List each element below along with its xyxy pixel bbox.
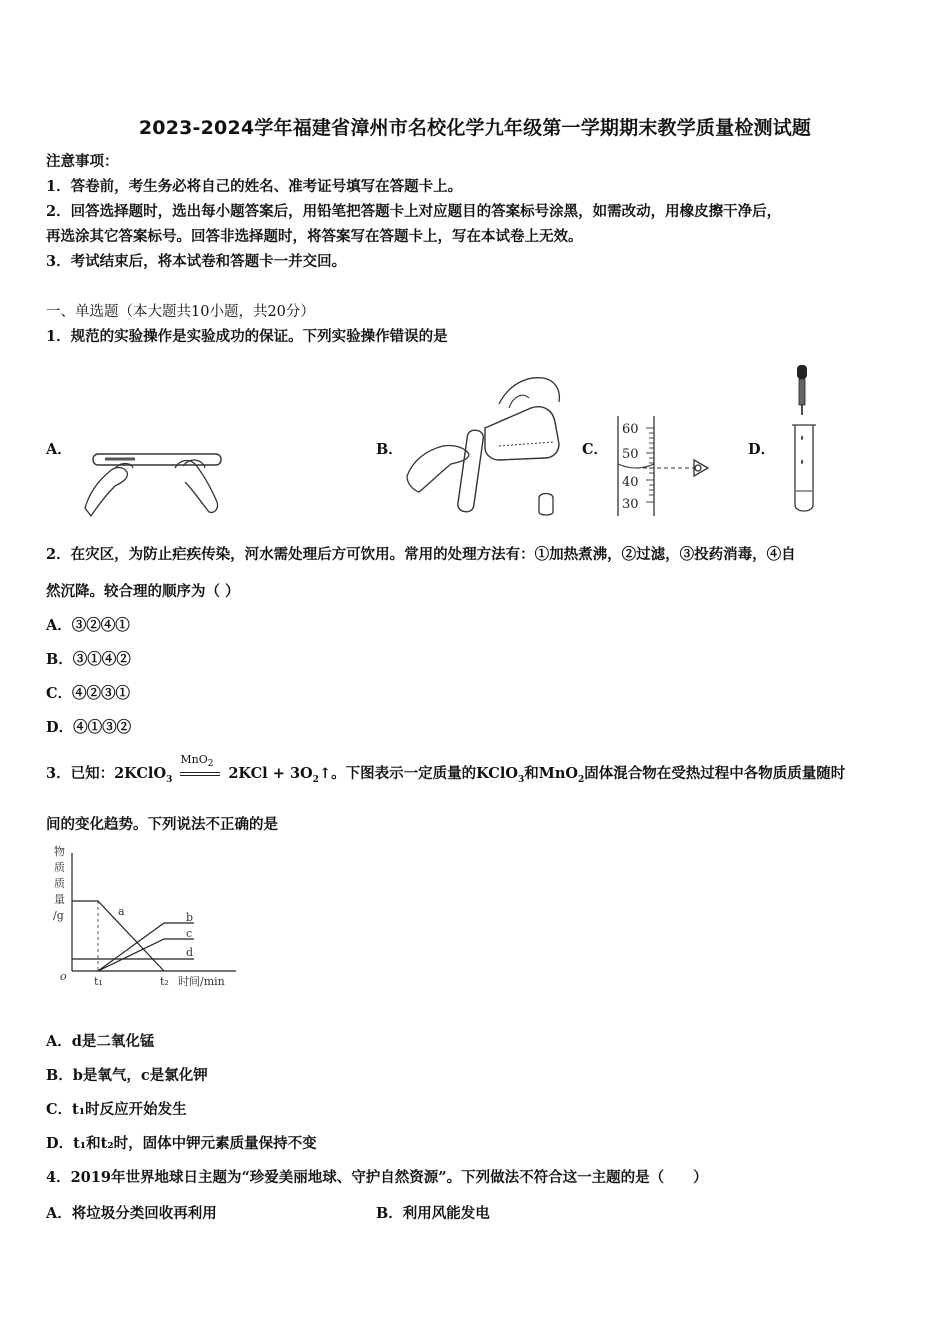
- dropper-bulb-shape: [797, 365, 807, 379]
- q1-option-c-label: C．: [582, 441, 609, 458]
- curve-label-d: d: [186, 946, 194, 959]
- test-tube-shape: [457, 429, 484, 512]
- curve-label-c: c: [186, 927, 193, 940]
- q1-figure-d: [788, 363, 820, 515]
- notice-item: 3．考试结束后，将本试卷和答题卡一并交回。: [46, 253, 347, 270]
- q4-stem: 4．2019年世界地球日主题为“珍爱美丽地球、守护自然资源”。下列做法不符合这一主题的是（ ）: [46, 1169, 708, 1186]
- stopper-shape: [539, 494, 553, 516]
- curve-label-a: a: [118, 905, 125, 918]
- q3-sub: 2: [578, 774, 585, 785]
- q3-catalyst-sub: 2: [207, 759, 214, 770]
- graph-t2-label: t₂: [160, 975, 169, 988]
- q3-stem-line1: [46, 753, 846, 790]
- q2-option-d: D．④①③②: [46, 719, 132, 736]
- left-hand-shape: [85, 468, 127, 517]
- graph-ylabel-char: 物: [54, 845, 65, 858]
- q2-option-b: B．③①④②: [46, 651, 131, 668]
- q3-option-c: C．t₁时反应开始发生: [46, 1101, 187, 1118]
- q3-stem-line2: 间的变化趋势。下列说法不正确的是: [46, 816, 278, 833]
- section-heading: 一、单选题（本大题共10小题，共20分）: [46, 304, 315, 320]
- q3-catalyst-label: MnO: [180, 753, 208, 766]
- curve-label-b: b: [186, 911, 194, 924]
- graph-t1-label: t₁: [94, 975, 103, 988]
- graph-ylabel-char: /g: [53, 909, 64, 922]
- hand-shape: [407, 445, 469, 492]
- q4-option-a: A．将垃圾分类回收再利用: [46, 1205, 217, 1222]
- q3-option-b: B．b是氧气，c是氯化钾: [46, 1067, 208, 1084]
- cylinder-tick-label: 60: [622, 422, 639, 437]
- graph-origin-label: o: [60, 970, 67, 983]
- notice-item: 再选涂其它答案标号。回答非选择题时，将答案写在答题卡上，写在本试卷上无效。: [46, 228, 583, 245]
- graph-ylabel-char: 质: [54, 877, 65, 890]
- q3-equation-reactant: 3．已知：2KClO: [46, 765, 167, 782]
- notice-item: 2．回答选择题时，选出每小题答案后，用铅笔把答题卡上对应题目的答案标号涂黑，如需改动，用橡皮擦干净后，: [46, 203, 782, 220]
- q2-option-a: A．③②④①: [46, 617, 130, 634]
- q2-option-c: C．④②③①: [46, 685, 131, 702]
- curve-c: [98, 939, 194, 971]
- q3-sub: 3: [518, 774, 525, 785]
- q3-option-a: A．d是二氧化锰: [46, 1033, 155, 1050]
- q3-option-d: D．t₁和t₂时，固体中钾元素质量保持不变: [46, 1135, 317, 1152]
- cylinder-tick-label: 50: [622, 447, 639, 462]
- test-tube-shape: [795, 425, 813, 511]
- notice-item: 1．答卷前，考生务必将自己的姓名、准考证号填写在答题卡上。: [46, 178, 463, 195]
- q1-option-a-label: A．: [46, 441, 72, 458]
- q1-stem: 1．规范的实验操作是实验成功的保证。下列实验操作错误的是: [46, 328, 448, 345]
- q1-option-b-label: B．: [376, 441, 403, 458]
- graph-xlabel: 时间/min: [178, 975, 225, 988]
- cylinder-tick-label: 30: [622, 497, 639, 512]
- q2-stem-line2: 然沉降。较合理的顺序为（ ）: [46, 583, 240, 600]
- cylinder-tick-label: 40: [622, 475, 639, 490]
- q4-option-b: B．利用风能发电: [376, 1205, 490, 1222]
- q3-stem-text: 和MnO: [524, 765, 578, 782]
- notice-heading: 注意事项：: [46, 153, 119, 170]
- q3-gas-arrow: ↑: [318, 765, 332, 782]
- page-title: 2023-2024学年福建省漳州市名校化学九年级第一学期期末教学质量检测试题: [138, 117, 812, 139]
- q3-mass-time-graph: [46, 843, 246, 993]
- q1-figure-c: [612, 416, 717, 518]
- q2-stem-line1: 2．在灾区，为防止疟疾传染，河水需处理后方可饮用。常用的处理方法有：①加热煮沸，②过滤，③投药消毒，④自: [46, 546, 796, 563]
- q3-stem-text: 固体混合物在受热过程中各物质质量随时: [584, 765, 846, 782]
- graph-ylabel-char: 质: [54, 861, 65, 874]
- q3-sub: 2: [312, 774, 319, 785]
- q3-catalyst-arrow: [180, 753, 220, 784]
- reagent-bottle-shape: [485, 407, 559, 460]
- q1-option-d-label: D．: [748, 441, 776, 458]
- q3-sub: 3: [166, 774, 173, 785]
- right-hand-shape: [175, 461, 218, 513]
- graph-ylabel-char: 量: [54, 893, 65, 906]
- eye-icon: [694, 460, 708, 476]
- q3-stem-text: 。下图表示一定质量的KClO: [331, 765, 518, 782]
- q1-figure-a: [75, 438, 230, 520]
- q3-equation-products: 2KCl + 3O: [228, 765, 313, 782]
- q1-figure-b: [403, 368, 575, 520]
